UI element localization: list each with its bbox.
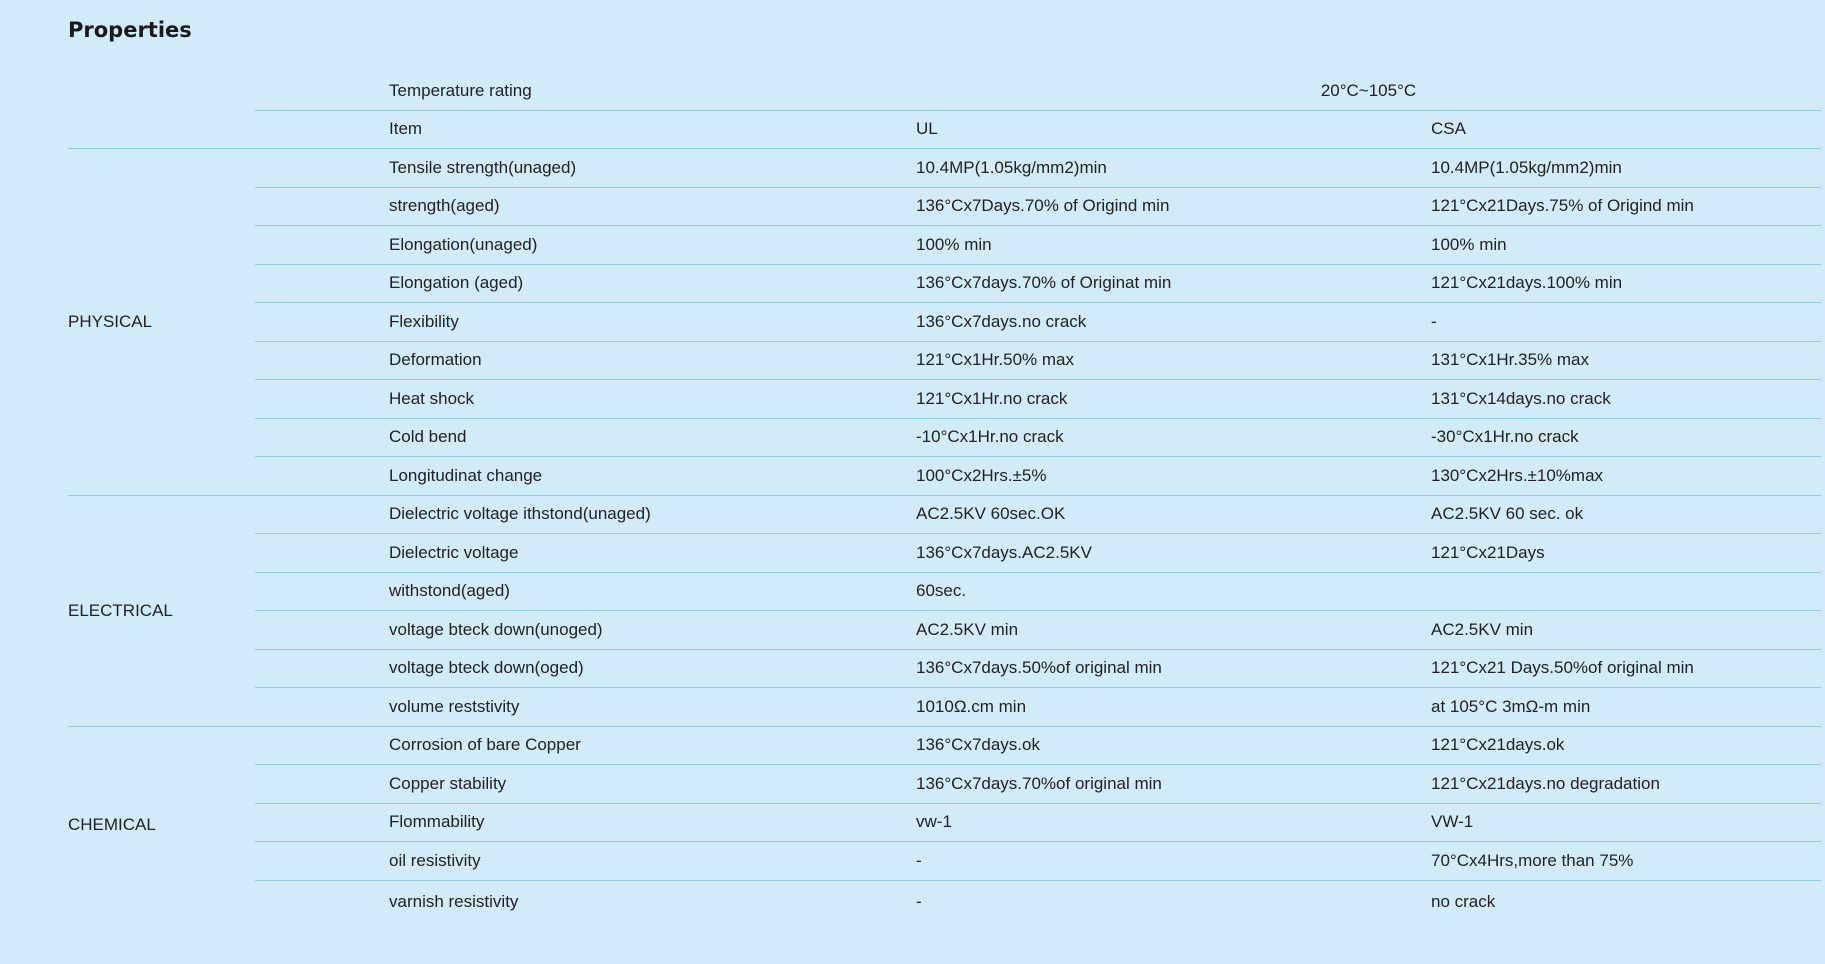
category-label: ELECTRICAL	[68, 495, 255, 726]
table-row	[68, 611, 1821, 650]
csa-value: 121°Cx21days.100% min	[1431, 264, 1821, 303]
csa-value: 121°Cx21days.ok	[1431, 726, 1821, 765]
csa-value: AC2.5KV 60 sec. ok	[1431, 495, 1821, 534]
ul-value: -	[916, 891, 922, 911]
item-cell: voltage bteck down(oged)	[389, 649, 916, 688]
header-ul: UL	[916, 110, 1431, 149]
ul-value: 10.4MP(1.05kg/mm2)min	[916, 149, 1431, 188]
item-cell: Dielectric voltage ithstond(unaged)	[389, 495, 916, 534]
csa-value: AC2.5KV min	[1431, 611, 1821, 650]
item-cell: oil resistivity	[389, 842, 916, 881]
csa-value: -	[1431, 303, 1821, 342]
table-row	[68, 726, 1821, 765]
table-row	[68, 264, 1821, 303]
csa-value: 130°Cx2Hrs.±10%max	[1431, 457, 1821, 496]
page-title: Properties	[68, 18, 192, 42]
ul-value: 121°Cx1Hr.no crack	[916, 380, 1431, 419]
csa-value: at 105°C 3mΩ-m min	[1431, 688, 1821, 727]
table-row	[68, 534, 1821, 573]
table-row	[68, 803, 1821, 842]
table-row	[68, 149, 1821, 188]
table-row	[68, 495, 1821, 534]
category-label: CHEMICAL	[68, 814, 156, 834]
csa-value: 121°Cx21Days.75% of Origind min	[1431, 187, 1821, 226]
ul-value: AC2.5KV min	[916, 611, 1431, 650]
ul-value: 136°Cx7days.70% of Originat min	[916, 264, 1431, 303]
ul-value: 136°Cx7days.AC2.5KV	[916, 534, 1431, 573]
header-row	[68, 110, 1821, 149]
ul-value: -10°Cx1Hr.no crack	[916, 418, 1431, 457]
table-row	[68, 572, 1821, 611]
table-row	[68, 380, 1821, 419]
table-row	[68, 457, 1821, 496]
temperature-row	[68, 72, 1821, 110]
ul-value: AC2.5KV 60sec.OK	[916, 495, 1431, 534]
ul-value: vw-1	[916, 803, 1431, 842]
csa-value: VW-1	[1431, 803, 1821, 842]
item-cell: withstond(aged)	[389, 572, 916, 611]
properties-table	[68, 72, 1821, 923]
table-row	[68, 418, 1821, 457]
table-row	[68, 187, 1821, 226]
ul-value: 136°Cx7days.ok	[916, 726, 1431, 765]
ul-value: 121°Cx1Hr.50% max	[916, 341, 1431, 380]
temperature-value: 20°C~105°C	[916, 72, 1821, 110]
csa-value: -30°Cx1Hr.no crack	[1431, 418, 1821, 457]
table-row	[68, 649, 1821, 688]
ul-value: 100°Cx2Hrs.±5%	[916, 457, 1431, 496]
item-cell: Copper stability	[389, 765, 916, 804]
item-cell: Cold bend	[389, 418, 916, 457]
item-cell: Elongation(unaged)	[389, 226, 916, 265]
csa-value: 131°Cx1Hr.35% max	[1431, 341, 1821, 380]
item-cell: voltage bteck down(unoged)	[389, 611, 916, 650]
ul-value: 100% min	[916, 226, 1431, 265]
item-cell: Tensile strength(unaged)	[389, 149, 916, 188]
table-row	[68, 341, 1821, 380]
item-cell: Heat shock	[389, 380, 916, 419]
ul-value: 136°Cx7days.no crack	[916, 303, 1431, 342]
item-cell: Deformation	[389, 341, 916, 380]
csa-value: 70°Cx4Hrs,more than 75%	[1431, 842, 1821, 881]
item-cell: volume reststivity	[389, 688, 916, 727]
csa-value	[1431, 572, 1821, 611]
category-label: PHYSICAL	[68, 149, 255, 496]
table-row	[68, 688, 1821, 727]
item-cell: varnish resistivity	[389, 891, 519, 911]
table-row	[68, 880, 1821, 923]
ul-value: 136°Cx7days.70%of original min	[916, 765, 1431, 804]
item-cell: Corrosion of bare Copper	[389, 726, 916, 765]
temperature-label: Temperature rating	[389, 72, 916, 110]
item-cell: Longitudinat change	[389, 457, 916, 496]
ul-value: 136°Cx7Days.70% of Origind min	[916, 187, 1431, 226]
item-cell: Flexibility	[389, 303, 916, 342]
item-cell: Flommability	[389, 803, 916, 842]
csa-value: 131°Cx14days.no crack	[1431, 380, 1821, 419]
table-row	[68, 303, 1821, 342]
ul-value: 136°Cx7days.50%of original min	[916, 649, 1431, 688]
header-csa: CSA	[1431, 110, 1821, 149]
csa-value: 121°Cx21Days	[1431, 534, 1821, 573]
csa-value: no crack	[1431, 891, 1496, 911]
item-cell: Dielectric voltage	[389, 534, 916, 573]
table-row	[68, 765, 1821, 804]
item-cell: strength(aged)	[389, 187, 916, 226]
table-row	[68, 226, 1821, 265]
csa-value: 10.4MP(1.05kg/mm2)min	[1431, 149, 1821, 188]
table-row	[68, 842, 1821, 881]
csa-value: 121°Cx21days.no degradation	[1431, 765, 1821, 804]
ul-value: 60sec.	[916, 572, 1431, 611]
csa-value: 121°Cx21 Days.50%of original min	[1431, 649, 1821, 688]
ul-value: -	[916, 842, 1431, 881]
header-item: Item	[389, 110, 916, 149]
ul-value: 1010Ω.cm min	[916, 688, 1431, 727]
item-cell: Elongation (aged)	[389, 264, 916, 303]
csa-value: 100% min	[1431, 226, 1821, 265]
